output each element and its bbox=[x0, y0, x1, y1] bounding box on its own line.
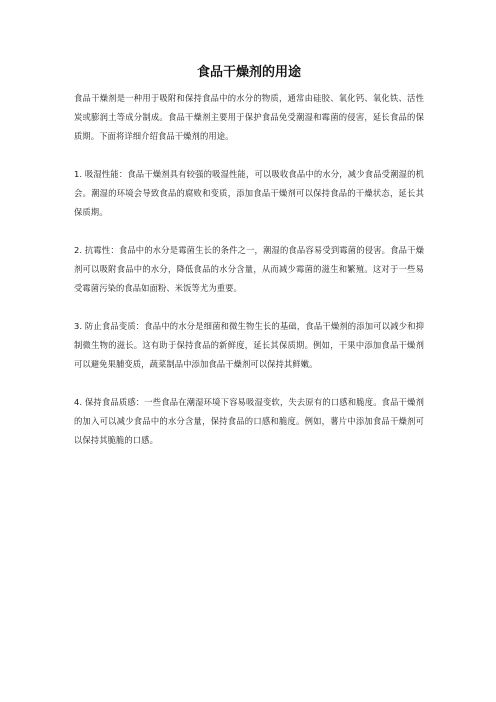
paragraph-spacer bbox=[74, 298, 424, 317]
list-item-anti-mold: 2. 抗霉性：食品中的水分是霉菌生长的条件之一，潮湿的食品容易受到霉菌的侵害。食品干燥剂可以吸附食品中的水分，降低食品的水分含量，从而减少霉菌的滋生和繁殖。这对于一些易受霉菌污染的食品如面粉、米饭等尤为重要。 bbox=[74, 245, 424, 293]
paragraph-spacer bbox=[74, 374, 424, 393]
list-item-prevent-spoilage: 3. 防止食品变质：食品中的水分是细菌和微生物生长的基础，食品干燥剂的添加可以减少和抑制微生物的滋长。这有助于保持食品的新鲜度，延长其保质期。例如，干果中添加食品干燥剂可以避免果脯变质，蔬菜制品中添加食品干燥剂可以保持其鲜嫩。 bbox=[74, 321, 424, 369]
paragraph-spacer bbox=[74, 146, 424, 165]
list-item-keep-texture: 4. 保持食品质感：一些食品在潮湿环境下容易吸湿变软，失去原有的口感和脆度。食品干燥剂的加入可以减少食品中的水分含量，保持食品的口感和脆度。例如，薯片中添加食品干燥剂可以保持其脆脆的口感。 bbox=[74, 397, 424, 445]
paragraph-spacer bbox=[74, 222, 424, 241]
intro-paragraph: 食品干燥剂是一种用于吸附和保持食品中的水分的物质，通常由硅胶、氧化钙、氧化铁、活性炭或膨润土等成分制成。食品干燥剂主要用于保护食品免受潮湿和霉菌的侵害，延长食品的保质期。下面将详细介绍食品干燥剂的用途。 bbox=[74, 93, 424, 141]
document-title: 食品干燥剂的用途 bbox=[196, 65, 301, 80]
document-page bbox=[74, 64, 424, 450]
list-item-moisture-absorption: 1. 吸湿性能：食品干燥剂具有较强的吸湿性能，可以吸收食品中的水分，减少食品受潮湿的机会。潮湿的环境会导致食品的腐败和变质，添加食品干燥剂可以保持食品的干燥状态，延长其保质期。 bbox=[74, 169, 424, 217]
